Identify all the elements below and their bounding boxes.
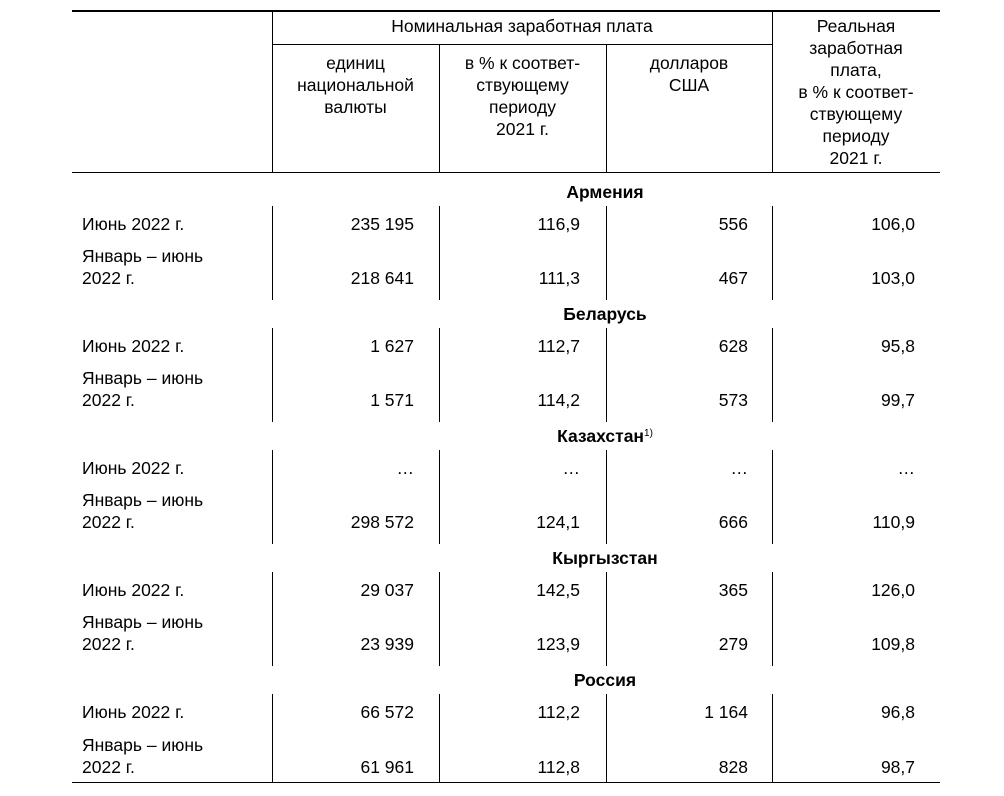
cell-percent: 111,3 xyxy=(538,268,580,288)
country-heading: Казахстан$^{1)}$ xyxy=(557,426,653,446)
row-label: Январь – июнь 2022 г. xyxy=(82,735,204,777)
header-col-units: единиц национальной валюты xyxy=(297,53,414,117)
country-heading: Армения xyxy=(566,182,644,202)
cell-percent: 123,9 xyxy=(536,634,580,654)
row-label: Июнь 2022 г. xyxy=(82,702,185,722)
row-label: Январь – июнь 2022 г. xyxy=(82,490,204,532)
cell-usd: 279 xyxy=(718,634,748,654)
header-col-percent: в % к соответ- ствующему периоду 2021 г. xyxy=(464,53,581,139)
table-top-rule xyxy=(72,10,940,12)
header-bottom-rule xyxy=(72,172,940,173)
cell-usd: … xyxy=(730,458,748,478)
cell-units: 235 195 xyxy=(350,214,414,234)
cell-usd: 828 xyxy=(718,757,748,777)
cell-usd: 365 xyxy=(718,580,748,600)
cell-real: 103,0 xyxy=(871,268,915,288)
cell-real: 126,0 xyxy=(871,580,915,600)
cell-percent: 112,8 xyxy=(537,757,580,777)
cell-real: 99,7 xyxy=(880,390,915,410)
cell-units: … xyxy=(396,458,414,478)
cell-units: 1 571 xyxy=(370,390,414,410)
row-label: Январь – июнь 2022 г. xyxy=(82,612,204,654)
cell-usd: 666 xyxy=(718,512,748,532)
cell-units: 218 641 xyxy=(350,268,414,288)
cell-units: 66 572 xyxy=(360,702,414,722)
cell-units: 29 037 xyxy=(360,580,414,600)
cell-usd: 628 xyxy=(718,336,748,356)
row-label: Январь – июнь 2022 г. xyxy=(82,246,204,288)
country-heading: Кыргызстан xyxy=(552,548,658,568)
cell-usd: 1 164 xyxy=(704,702,748,722)
cell-units: 23 939 xyxy=(360,634,414,654)
cell-usd: 556 xyxy=(718,214,748,234)
cell-real: 106,0 xyxy=(871,214,915,234)
cell-percent: 124,1 xyxy=(536,512,580,532)
cell-real: 95,8 xyxy=(880,336,915,356)
cell-usd: 573 xyxy=(718,390,748,410)
header-group-rule xyxy=(272,44,772,45)
row-label: Июнь 2022 г. xyxy=(82,336,185,356)
cell-percent: 112,2 xyxy=(537,702,580,722)
cell-real: … xyxy=(897,458,915,478)
cell-percent: 142,5 xyxy=(536,580,580,600)
cell-units: 61 961 xyxy=(360,757,414,777)
header-col-usd: долларов США xyxy=(649,53,729,95)
cell-real: 109,8 xyxy=(871,634,915,654)
cell-real: 98,7 xyxy=(880,757,915,777)
cell-percent: … xyxy=(562,458,580,478)
country-heading: Россия xyxy=(573,670,637,690)
cell-units: 1 627 xyxy=(370,336,414,356)
cell-units: 298 572 xyxy=(350,512,414,532)
cell-real: 96,8 xyxy=(880,702,915,722)
cell-real: 110,9 xyxy=(872,512,915,532)
table-bottom-rule xyxy=(72,782,940,783)
header-nominal-group: Номинальная заработная плата xyxy=(391,16,653,36)
cell-percent: 114,2 xyxy=(537,390,580,410)
cell-percent: 116,9 xyxy=(537,214,580,234)
row-label: Июнь 2022 г. xyxy=(82,580,185,600)
row-label: Январь – июнь 2022 г. xyxy=(82,368,204,410)
header-col-real: Реальная заработная плата, в % к соответ- ствующему периоду 2021 г. xyxy=(798,16,914,168)
row-label: Июнь 2022 г. xyxy=(82,214,185,234)
cell-usd: 467 xyxy=(718,268,748,288)
cell-percent: 112,7 xyxy=(537,336,580,356)
footnote-marker: 1) xyxy=(644,428,653,439)
row-label: Июнь 2022 г. xyxy=(82,458,185,478)
country-heading: Беларусь xyxy=(563,304,647,324)
